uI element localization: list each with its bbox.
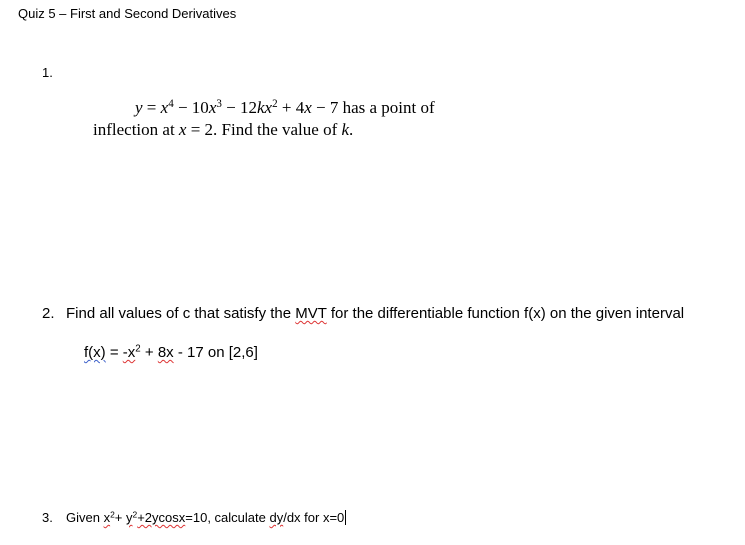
question-1-number: 1. bbox=[42, 65, 53, 80]
question-2-number: 2. bbox=[42, 305, 55, 322]
question-1-prompt: inflection at x = 2. Find the value of k. bbox=[93, 120, 354, 139]
question-2-function: $f(x) = -x^2 + 8x - 17$ on [2,6] bbox=[84, 343, 258, 361]
question-2-text: 2. Find all values of c that satisfy the MVT for the differentiable function f(x) on the given interval bbox=[42, 305, 685, 322]
text-cursor bbox=[345, 510, 346, 525]
question-3-number: 3. bbox=[42, 510, 53, 525]
page-title: Quiz 5 – First and Second Derivatives bbox=[18, 6, 237, 21]
mvt-word: MVT bbox=[295, 305, 327, 322]
question-1-equation: $y = x^4 - 10x^3 - 12kx^2 + 4x - 7$ has a point of bbox=[135, 97, 435, 117]
question-3-text[interactable]: 3. Given $x^2+ y^2+2ycosx=10$, calculate dy/dx for x=0 bbox=[42, 509, 345, 525]
